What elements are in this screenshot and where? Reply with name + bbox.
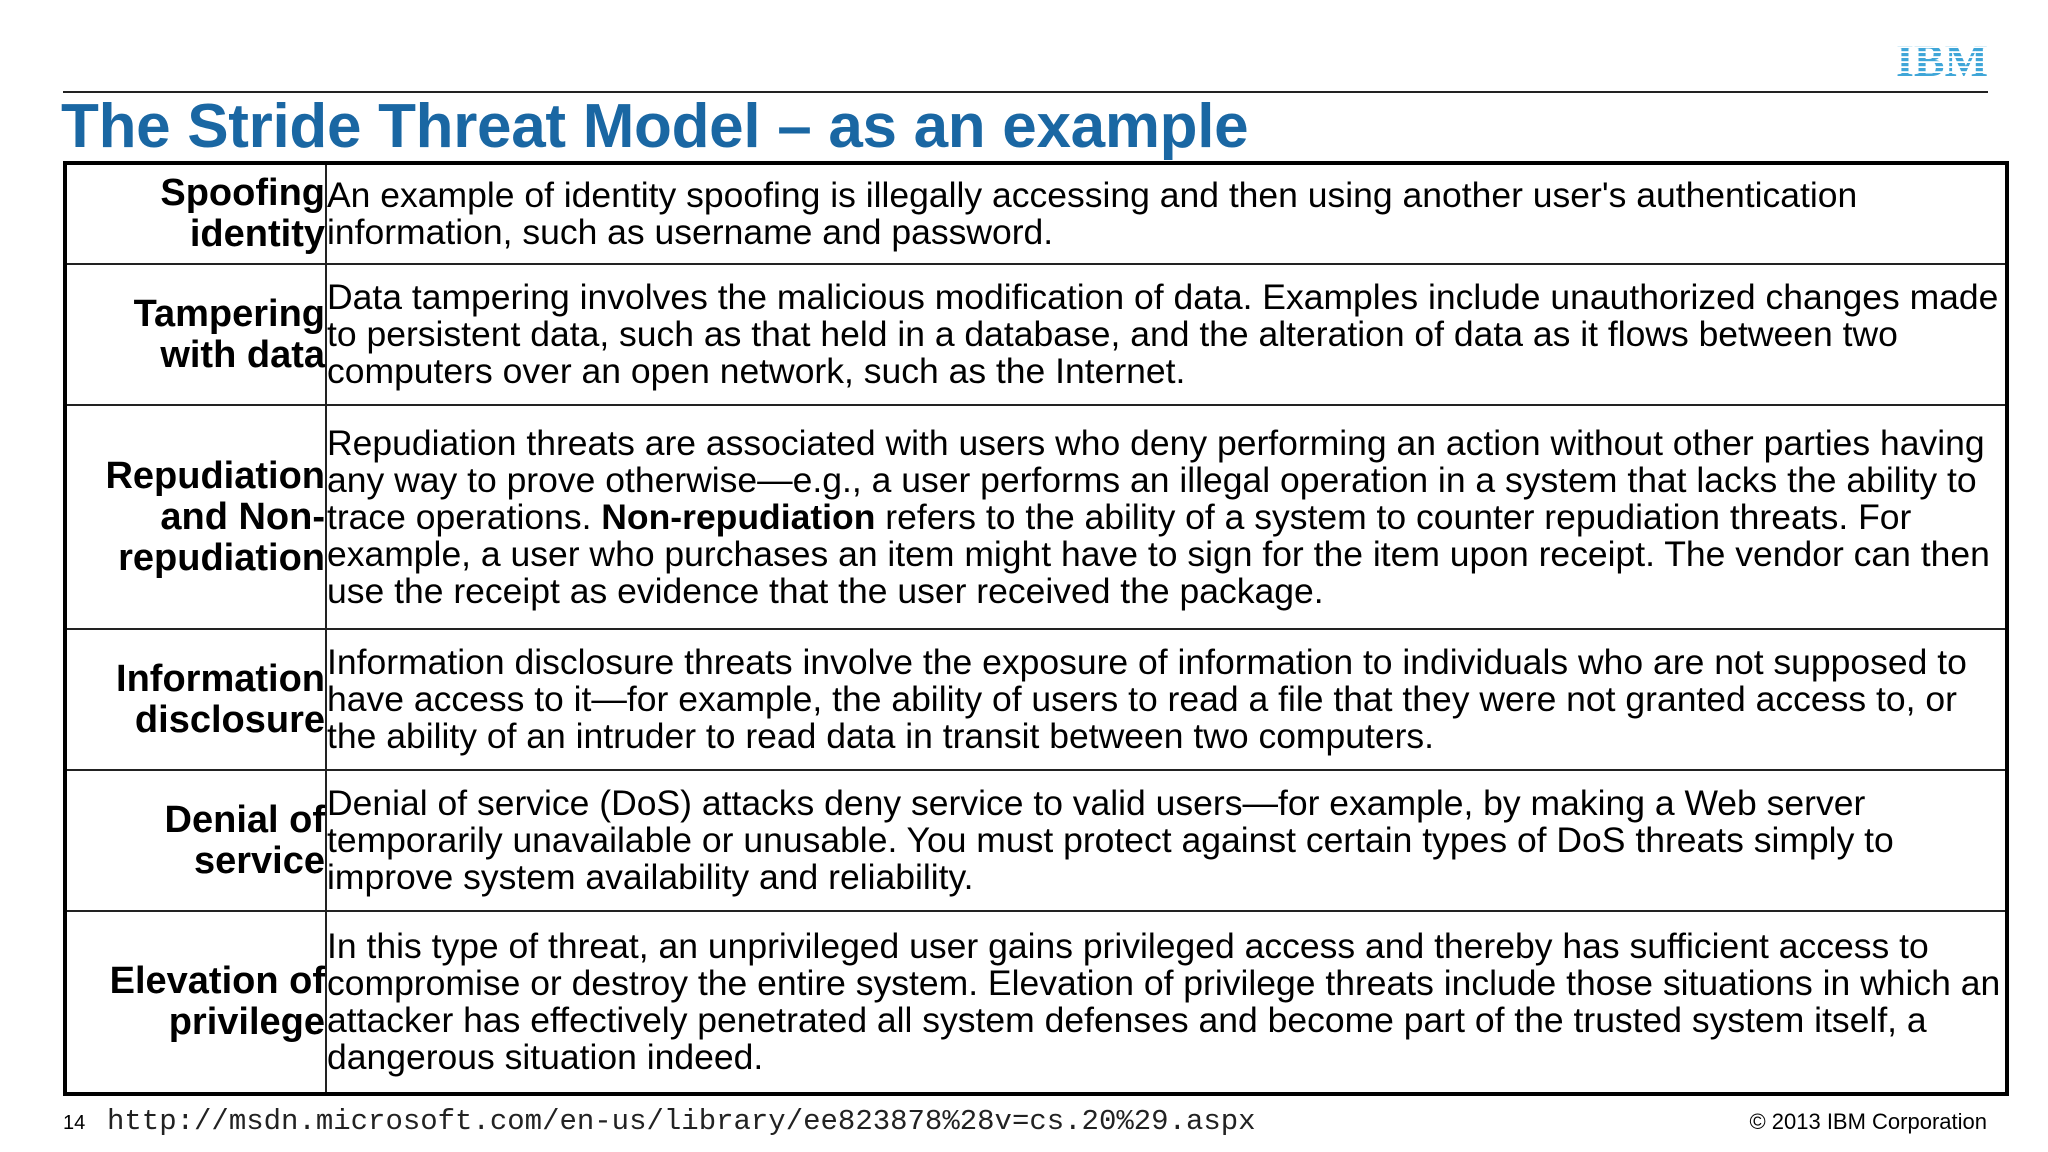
ibm-logo [1896,38,1988,78]
page-number: 14 [63,1112,86,1134]
desc-bold-term: Non-repudiation [601,496,876,537]
row-description: Information disclosure threats involve the exposure of information to individuals who are not supposed to have access to it—for example, the ability of users to read a file that they were not granted access to, or the ability of an intruder to read data in transit between two computers. [326,629,2007,770]
row-description: Data tampering involves the malicious modification of data. Examples include unauthorized changes made to persistent data, such as that held in a database, and the alteration of data as it flows between two computers over an open network, such as the Internet. [326,264,2007,405]
copyright: © 2013 IBM Corporation [1749,1109,1987,1134]
stride-table [63,161,2009,1096]
row-description: In this type of threat, an unprivileged user gains privileged access and thereby has sufficient access to compromise or destroy the entire system. Elevation of privilege threats include those situations in which an attacker has effectively penetrated all system defenses and become part of the trusted system itself, a dangerous situation indeed. [326,911,2007,1094]
row-term: Denial of service [65,770,326,911]
row-description: Denial of service (DoS) attacks deny service to valid users—for example, by making a Web server temporarily unavailable or unusable. You must protect against certain types of DoS threats simply to improve system availability and reliability. [326,770,2007,911]
source-url: http://msdn.microsoft.com/en-us/library/ee823878%28v=cs.20%29.aspx [107,1105,1256,1138]
ibm-logo-text: IBM [1896,38,1988,78]
slide-title: The Stride Threat Model – as an example [61,92,1249,161]
table-row [65,405,2007,629]
row-term: Tampering with data [65,264,326,405]
row-term: Repudiation and Non-repudiation [65,405,326,629]
table-row [65,629,2007,770]
table-row [65,770,2007,911]
desc-text: Repudiation threats are associated with users who deny performing an action without other parties having any way to prove otherwise—e.g., a user performs an illegal operation in a system that lacks the ability to trace operations. [327,422,1985,537]
table-row [65,911,2007,1094]
table-row [65,163,2007,264]
table-row [65,264,2007,405]
row-term: Information disclosure [65,629,326,770]
row-term: Spoofing identity [65,163,326,264]
row-description [326,405,2007,629]
row-description: An example of identity spoofing is illegally accessing and then using another user's authentication information, such as username and password. [326,163,2007,264]
row-term: Elevation of privilege [65,911,326,1094]
desc-text: refers to the ability of a system to counter repudiation threats. For example, a user who purchases an item might have to sign for the item upon receipt. The vendor can then use the receipt as evidence that the user received the package. [327,496,1990,611]
